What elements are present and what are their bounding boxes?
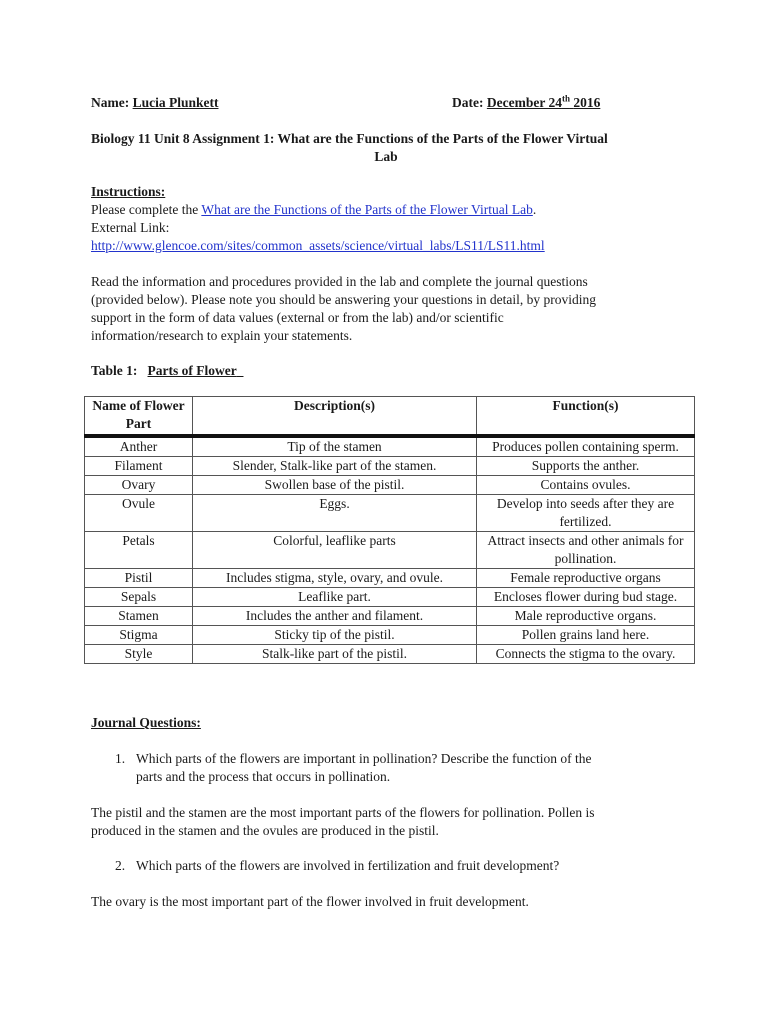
cell-part-name: Stigma — [85, 626, 193, 645]
title-line-1: Biology 11 Unit 8 Assignment 1: What are the Functions of the Parts of the Flower Virtual — [91, 131, 608, 146]
cell-description: Eggs. — [193, 495, 477, 532]
table-row — [85, 436, 695, 457]
date-day: December 24 — [486, 95, 562, 110]
cell-part-name: Petals — [85, 532, 193, 569]
answer-1-line-2: produced in the stamen and the ovules are produced in the pistil. — [91, 823, 439, 838]
table-row — [85, 495, 695, 532]
cell-description: Swollen base of the pistil. — [193, 476, 477, 495]
instructions-text: Please complete the — [91, 202, 202, 217]
cell-description: Sticky tip of the pistil. — [193, 626, 477, 645]
cell-function: Male reproductive organs. — [477, 607, 695, 626]
cell-part-name: Pistil — [85, 569, 193, 588]
cell-function: Supports the anther. — [477, 457, 695, 476]
parts-of-flower-table — [84, 396, 695, 664]
cell-function: Encloses flower during bud stage. — [477, 588, 695, 607]
table-row — [85, 476, 695, 495]
name-label: Name: — [91, 95, 130, 110]
external-url-link[interactable]: http://www.glencoe.com/sites/common_assets/science/virtual_labs/LS11/LS11.html — [91, 238, 545, 253]
table-row — [85, 457, 695, 476]
table-caption-label: Table 1: — [91, 363, 138, 378]
column-header-description: Description(s) — [193, 397, 477, 437]
date-label: Date: — [452, 95, 484, 110]
date-year: 2016 — [573, 95, 601, 110]
table-header-row — [85, 397, 695, 437]
date-suffix: th — [561, 93, 570, 104]
table-row — [85, 645, 695, 664]
paragraph-line-4: information/research to explain your statements. — [91, 328, 353, 343]
title-line-2: Lab — [374, 149, 398, 164]
answer-1-line-1: The pistil and the stamen are the most important parts of the flowers for pollination. Pollen is — [91, 805, 595, 820]
instructions-line — [91, 201, 536, 219]
cell-description: Includes stigma, style, ovary, and ovule. — [193, 569, 477, 588]
cell-part-name: Ovary — [85, 476, 193, 495]
table-caption-title: Parts of Flower — [147, 363, 237, 378]
column-header-part: Name of Flower Part — [85, 397, 193, 437]
cell-function: Attract insects and other animals for pollination. — [477, 532, 695, 569]
cell-function: Produces pollen containing sperm. — [477, 436, 695, 457]
cell-part-name: Style — [85, 645, 193, 664]
cell-description: Slender, Stalk-like part of the stamen. — [193, 457, 477, 476]
instructions-heading: Instructions: — [91, 184, 166, 199]
cell-description: Colorful, leaflike parts — [193, 532, 477, 569]
name-line — [91, 94, 219, 112]
answer-1 — [91, 804, 595, 840]
cell-part-name: Sepals — [85, 588, 193, 607]
table-row — [85, 532, 695, 569]
table-caption — [91, 362, 243, 380]
instructions-paragraph — [91, 273, 691, 345]
cell-part-name: Anther — [85, 436, 193, 457]
table-row — [85, 626, 695, 645]
cell-description: Leaflike part. — [193, 588, 477, 607]
paragraph-line-3: support in the form of data values (external or from the lab) and/or scientific — [91, 310, 504, 325]
assignment-title — [91, 130, 681, 166]
date-value — [487, 95, 600, 110]
date-line — [452, 94, 600, 112]
column-header-function: Function(s) — [477, 397, 695, 437]
instructions-period: . — [532, 202, 537, 217]
question-1-number: 1. — [115, 751, 126, 766]
cell-function: Contains ovules. — [477, 476, 695, 495]
cell-function: Female reproductive organs — [477, 569, 695, 588]
question-1-line-1: Which parts of the flowers are important in pollination? Describe the function of the — [136, 751, 592, 766]
cell-part-name: Ovule — [85, 495, 193, 532]
answer-2: The ovary is the most important part of the flower involved in fruit development. — [91, 894, 529, 909]
paragraph-line-1: Read the information and procedures provided in the lab and complete the journal questions — [91, 274, 588, 289]
cell-description: Tip of the stamen — [193, 436, 477, 457]
student-name: Lucia Plunkett — [132, 95, 219, 110]
external-link-label: External Link: — [91, 220, 170, 235]
question-1 — [136, 750, 591, 786]
question-2-number: 2. — [115, 858, 126, 873]
question-1-line-2: parts and the process that occurs in pollination. — [136, 769, 391, 784]
cell-description: Stalk-like part of the pistil. — [193, 645, 477, 664]
cell-part-name: Filament — [85, 457, 193, 476]
cell-function: Connects the stigma to the ovary. — [477, 645, 695, 664]
table-row — [85, 607, 695, 626]
paragraph-line-2: (provided below). Please note you should be answering your questions in detail, by providing — [91, 292, 597, 307]
table-row — [85, 569, 695, 588]
cell-description: Includes the anther and filament. — [193, 607, 477, 626]
question-2: Which parts of the flowers are involved in fertilization and fruit development? — [136, 858, 560, 873]
table-row — [85, 588, 695, 607]
cell-function: Pollen grains land here. — [477, 626, 695, 645]
virtual-lab-link[interactable]: What are the Functions of the Parts of the Flower Virtual Lab — [201, 202, 533, 217]
cell-part-name: Stamen — [85, 607, 193, 626]
journal-heading: Journal Questions: — [91, 715, 201, 730]
external-link-row — [91, 237, 545, 255]
cell-function: Develop into seeds after they are fertilized. — [477, 495, 695, 532]
